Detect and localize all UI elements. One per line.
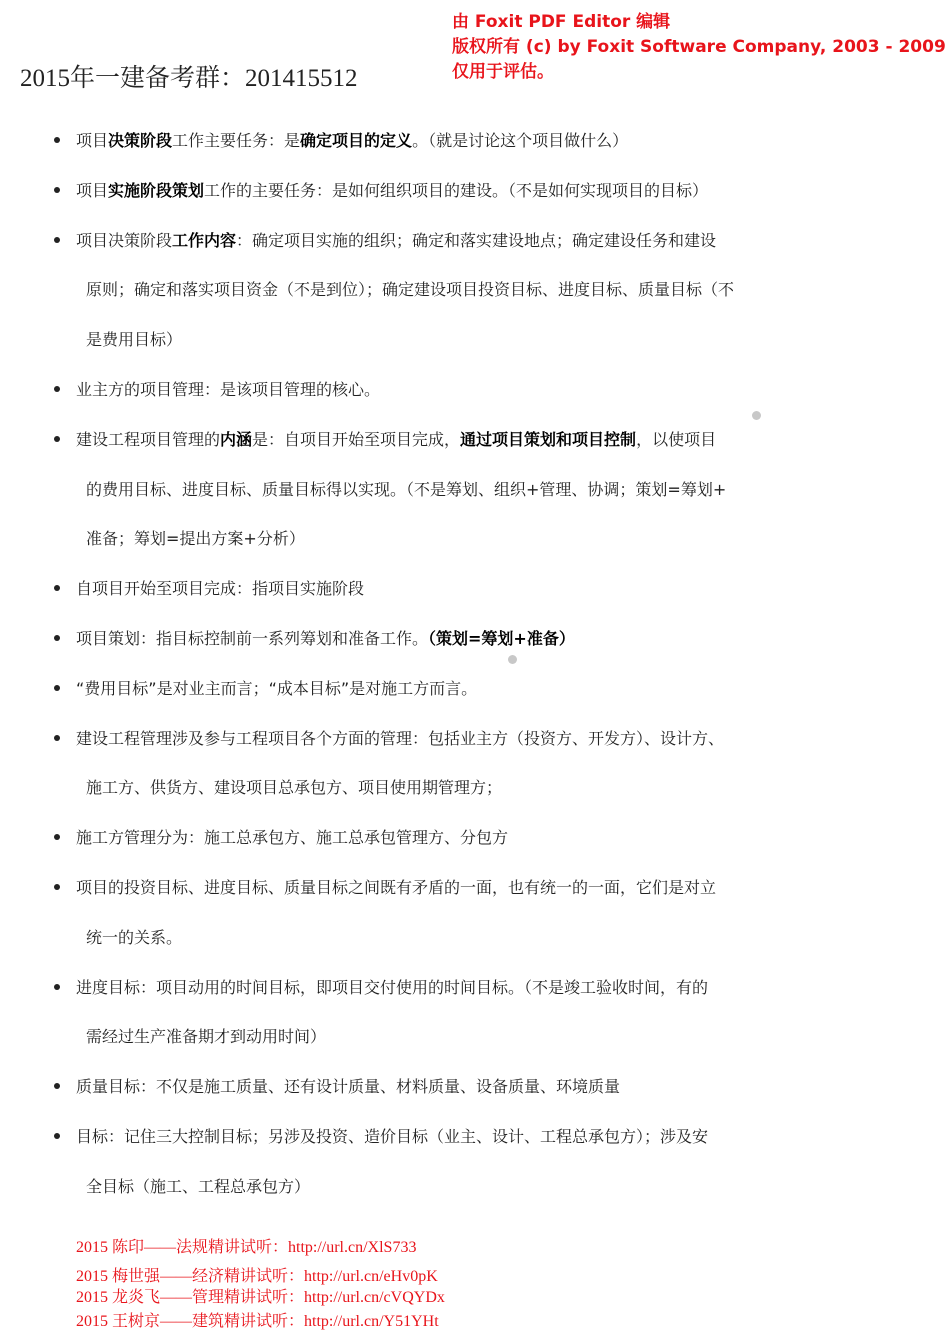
text-run: 的费用目标、进度目标、质量目标得以实现。（不是筹划、组织+管理、协调；策划=筹划+ (86, 479, 727, 499)
list-item-text (76, 365, 746, 415)
list-item-text (76, 614, 746, 664)
bullet-dot (54, 834, 60, 840)
footer-link[interactable]: 2015 梅世强——经济精讲试听：http://url.cn/eHv0pK (76, 1268, 438, 1285)
text-run: 施工方、供货方、建设项目总承包方、项目使用期管理方； (86, 778, 503, 798)
text-run: 准备；筹划=提出方案+分析） (86, 529, 305, 549)
text-line (76, 714, 746, 764)
bullet-dot (54, 187, 60, 193)
list-item (76, 564, 746, 614)
foxit-watermark (452, 10, 946, 85)
list-item-text (76, 963, 746, 1063)
list-item-text (76, 216, 746, 365)
text-line (76, 1162, 746, 1212)
text-line (76, 465, 746, 515)
bullet-dot (54, 984, 60, 990)
bold-text: 通过项目策划和项目控制 (460, 429, 637, 449)
list-item (76, 415, 746, 564)
text-run: 全目标（施工、工程总承包方） (86, 1176, 311, 1196)
list-item (76, 813, 746, 863)
text-line (76, 166, 746, 216)
text-run: 业主方的项目管理：是该项目管理的核心。 (76, 379, 381, 399)
text-run: 工作主要任务：是 (172, 131, 301, 150)
bullet-dot (54, 436, 60, 442)
list-item (76, 365, 746, 415)
text-run: 自项目开始至项目完成：指项目实施阶段 (76, 579, 365, 599)
list-item-text (76, 664, 746, 714)
text-line (76, 116, 746, 166)
text-run: 需经过生产准备期才到动用时间） (86, 1027, 327, 1047)
list-item (76, 714, 746, 814)
text-run: 是费用目标） (86, 330, 183, 350)
text-run: 项目的投资目标、进度目标、质量目标之间既有矛盾的一面，也有统一的一面，它们是对立 (76, 877, 717, 897)
bullet-dot (54, 735, 60, 741)
text-line (76, 863, 746, 913)
text-line (76, 564, 746, 614)
list-item (76, 116, 746, 166)
bullet-dot (54, 635, 60, 641)
list-item-text (76, 714, 746, 814)
list-item-text (76, 863, 746, 963)
bold-text: 决策阶段 (108, 131, 173, 150)
list-item (76, 963, 746, 1063)
text-run: 施工方管理分为：施工总承包方、施工总承包管理方、分包方 (76, 828, 509, 848)
text-line (76, 664, 746, 714)
text-run: 目标：记住三大控制目标；另涉及投资、造价目标（业主、设计、工程总承包方）；涉及安 (76, 1126, 709, 1146)
bullet-dot (54, 685, 60, 691)
text-run: 项目决策阶段 (76, 230, 173, 250)
text-line (76, 813, 746, 863)
watermark-line-1: 由 Foxit PDF Editor 编辑 (452, 12, 671, 32)
list-item (76, 664, 746, 714)
list-item-text (76, 166, 746, 216)
bold-text: 工作内容 (172, 230, 237, 250)
list-item (76, 863, 746, 963)
bullet-dot (54, 386, 60, 392)
bullet-dot (54, 1083, 60, 1089)
footer-link[interactable]: 2015 王树京——建筑精讲试听：http://url.cn/Y51YHt (76, 1313, 439, 1330)
text-run: ，以使项目 (636, 429, 717, 449)
text-run: 统一的关系。 (86, 927, 183, 947)
bullet-dot (54, 884, 60, 890)
text-line (76, 963, 746, 1013)
list-item (76, 216, 746, 365)
list-item (76, 1062, 746, 1112)
text-run: 。（就是讨论这个项目做什么） (412, 131, 629, 150)
bullet-dot (54, 237, 60, 243)
bold-text: 实施阶段策划 (108, 180, 205, 200)
list-item (76, 614, 746, 664)
text-line (76, 315, 746, 365)
text-run: 项目策划：指目标控制前一系列筹划和准备工作。 (76, 628, 429, 648)
bullet-dot (54, 1133, 60, 1139)
footer-link[interactable]: 2015 陈印——法规精讲试听：http://url.cn/XlS733 (76, 1239, 417, 1256)
text-line (76, 1062, 746, 1112)
text-line (76, 1012, 746, 1062)
bullet-dot (54, 137, 60, 143)
list-item-text (76, 116, 746, 166)
text-run: 项目 (76, 131, 109, 150)
text-line (76, 415, 746, 465)
list-item (76, 1112, 746, 1212)
bold-text: 确定项目的定义 (300, 131, 413, 150)
bold-text: 内涵 (220, 429, 253, 449)
text-run: “费用目标”是对业主而言；“成本目标”是对施工方而言。 (76, 678, 478, 698)
list-item-text (76, 1062, 746, 1112)
text-run: 建设工程项目管理的 (76, 429, 221, 449)
text-line (76, 265, 746, 315)
list-item-text (76, 415, 746, 564)
list-item-text (76, 1112, 746, 1212)
text-line (76, 913, 746, 963)
text-line (76, 216, 746, 266)
list-item-text (76, 813, 746, 863)
list-item (76, 166, 746, 216)
text-run: 质量目标：不仅是施工质量、还有设计质量、材料质量、设备质量、环境质量 (76, 1077, 621, 1097)
text-line (76, 514, 746, 564)
footer-link[interactable]: 2015 龙炎飞——管理精讲试听：http://url.cn/cVQYDx (76, 1289, 445, 1306)
watermark-line-3: 仅用于评估。 (452, 62, 554, 82)
text-run: 建设工程管理涉及参与工程项目各个方面的管理：包括业主方（投资方、开发方）、设计方、 (76, 728, 725, 748)
text-run: 是：自项目开始至项目完成， (252, 429, 461, 449)
text-line (76, 365, 746, 415)
bullet-dot (54, 585, 60, 591)
text-run: 项目 (76, 180, 109, 200)
bold-text: （策划=筹划+准备） (428, 628, 575, 648)
text-line (76, 614, 746, 664)
text-line (76, 1112, 746, 1162)
bullet-list (0, 116, 950, 1212)
annotation-dot (752, 411, 761, 420)
text-run: 原则；确定和落实项目资金（不是到位）；确定建设项目投资目标、进度目标、质量目标（不 (86, 280, 735, 300)
text-line (76, 763, 746, 813)
list-item-text (76, 564, 746, 614)
page-title: 2015年一建备考群：201415512 (20, 65, 358, 92)
text-run: 工作的主要任务：是如何组织项目的建设。（不是如何实现项目的目标） (204, 180, 709, 200)
text-run: 进度目标：项目动用的时间目标，即项目交付使用的时间目标。（不是竣工验收时间，有的 (76, 977, 709, 997)
watermark-line-2: 版权所有 (c) by Foxit Software Company, 2003 - 2009 (452, 37, 946, 57)
text-run: ：确定项目实施的组织；确定和落实建设地点；确定建设任务和建设 (236, 230, 717, 250)
annotation-dot (508, 655, 517, 664)
